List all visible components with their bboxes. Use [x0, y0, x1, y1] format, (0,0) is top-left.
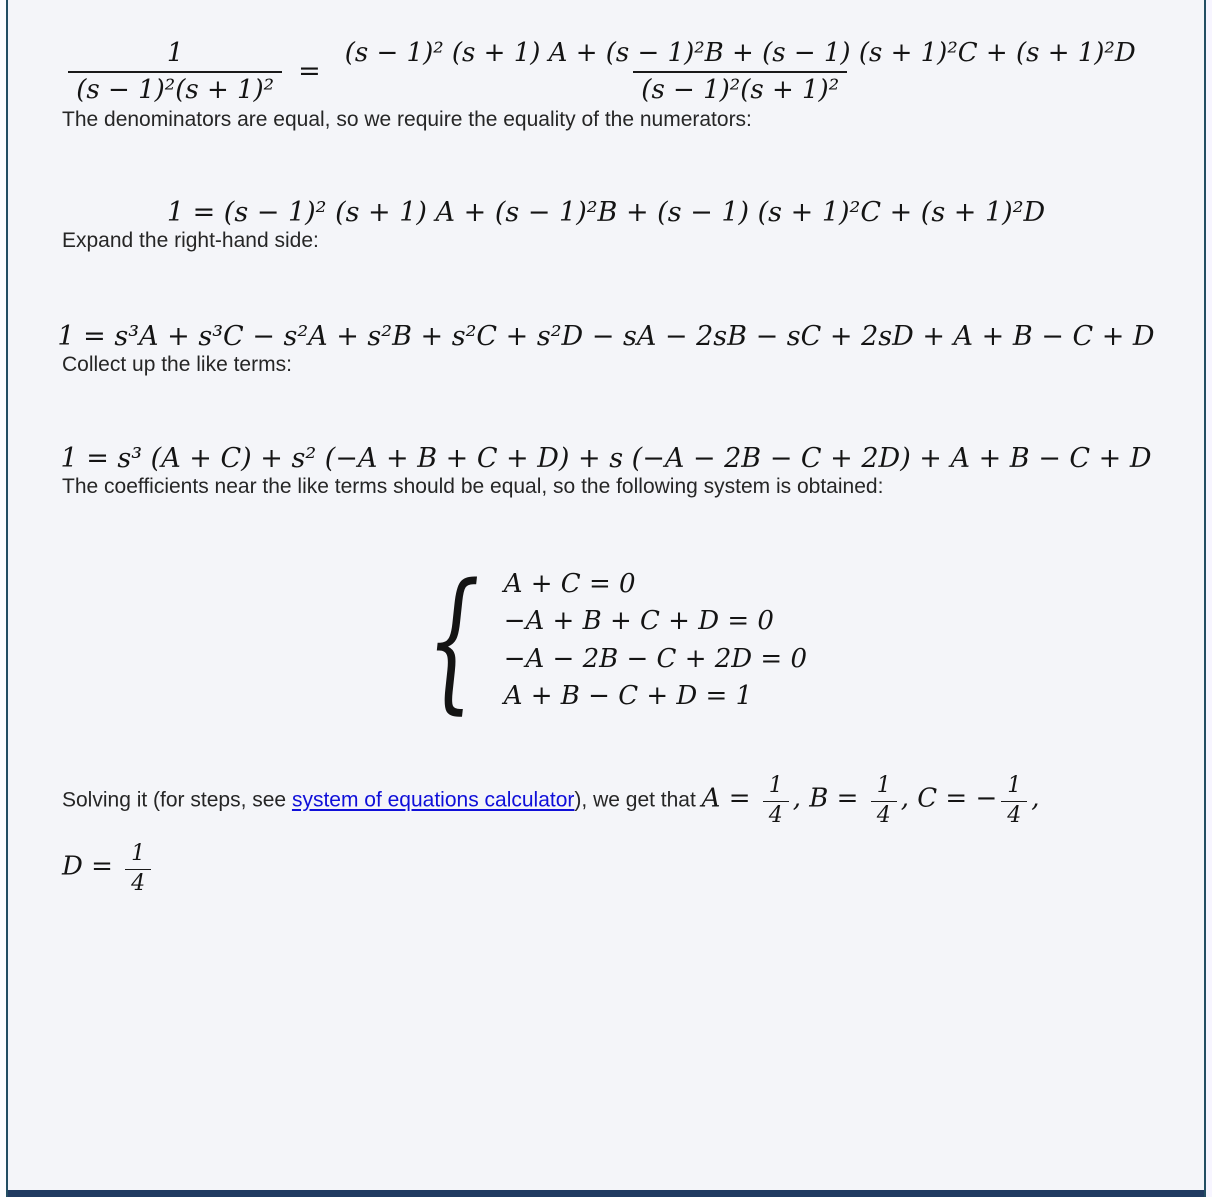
paragraph-collect-terms: Collect up the like terms:: [62, 352, 292, 376]
result-c-separator: ,: [1031, 783, 1040, 814]
right-gutter: [1206, 0, 1212, 1197]
rhs-numerator: (s − 1)² (s + 1) A + (s − 1)²B + (s − 1) (s + 1)²C + (s + 1)²D: [344, 38, 1136, 68]
system-brace: {: [426, 551, 480, 728]
solution-text-after-link: ), we get that: [574, 788, 702, 812]
equals-sign: =: [298, 56, 321, 87]
bottom-divider-bar: [8, 1190, 1204, 1197]
result-b-denominator: 4: [871, 801, 897, 831]
result-d-lead: D =: [62, 851, 122, 882]
solution-steps-content: [8, 0, 1204, 1190]
result-d-numerator: 1: [131, 841, 146, 867]
paragraph-coefficients-equal: The coefficients near the like terms should be equal, so the following system is obtained:: [62, 474, 884, 498]
equation-collected: 1 = s³ (A + C) + s² (−A + B + C + D) + s (−A − 2B − C + 2D) + A + B − C + D: [60, 442, 1152, 474]
system-line-3: −A − 2B − C + 2D = 0: [503, 643, 807, 674]
system-line-2: −A + B + C + D = 0: [503, 606, 774, 636]
result-d-denominator: 4: [125, 869, 151, 899]
result-c-numerator: 1: [1007, 773, 1022, 798]
rhs-fraction: [337, 36, 1144, 107]
rhs-denominator: (s − 1)²(s + 1)²: [633, 71, 847, 108]
solution-text-before-link: Solving it (for steps, see: [62, 788, 292, 812]
result-a-denominator: 4: [763, 801, 789, 831]
result-c-lead: C = −: [917, 783, 998, 814]
result-d-line: [62, 840, 1204, 898]
system-line-4: A + B − C + D = 1: [503, 681, 753, 711]
result-c-fraction: [1001, 772, 1027, 830]
result-b-fraction: [871, 772, 897, 830]
paragraph-solution: [62, 772, 1204, 830]
paragraph-expand-rhs: Expand the right-hand side:: [62, 229, 319, 253]
paragraph-denominators-equal: The denominators are equal, so we require the equality of the numerators:: [62, 108, 752, 131]
lhs-numerator: 1: [166, 38, 184, 68]
result-a-numerator: 1: [768, 773, 783, 798]
lhs-denominator: (s − 1)²(s + 1)²: [68, 71, 282, 108]
lhs-fraction: [68, 36, 282, 107]
result-c-denominator: 4: [1001, 801, 1027, 831]
equation-numerators-equal: 1 = (s − 1)² (s + 1) A + (s − 1)²B + (s − 1) (s + 1)²C + (s + 1)²D: [166, 197, 1046, 229]
equation-expanded: 1 = s³A + s³C − s²A + s²B + s²C + s²D − sA − 2sB − sC + 2sD + A + B − C + D: [57, 320, 1155, 352]
result-a-lead: A =: [701, 783, 759, 814]
result-b-lead: B =: [809, 783, 867, 814]
system-of-equations-calculator-link[interactable]: system of equations calculator: [291, 788, 575, 812]
system-line-1: A + C = 0: [503, 568, 636, 599]
equation-system: [8, 551, 1204, 728]
equation-partial-fraction-setup: [8, 36, 1204, 107]
result-a-fraction: [763, 772, 789, 830]
result-a-separator: ,: [792, 783, 810, 814]
result-b-separator: ,: [900, 783, 918, 814]
system-lines: [504, 568, 807, 713]
result-d-fraction: [125, 840, 151, 898]
result-b-numerator: 1: [876, 773, 891, 798]
